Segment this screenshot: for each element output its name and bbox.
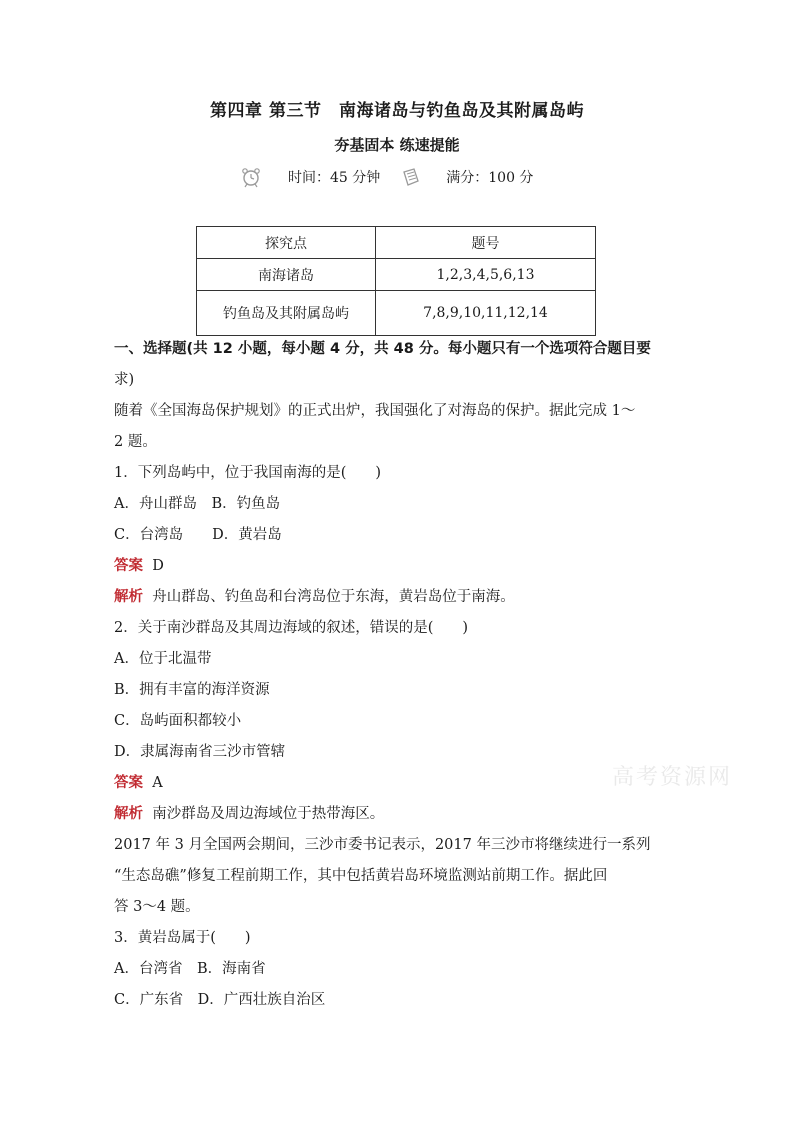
page-subtitle: 夯基固本 练速提能	[334, 136, 460, 154]
answer-line	[114, 773, 694, 793]
inquiry-points-table	[196, 226, 596, 336]
question-options: C．广东省 D．广西壮族自治区	[114, 992, 326, 1008]
intro-text-cont: “生态岛礁”修复工程前期工作，其中包括黄岩岛环境监测站前期工作。据此回	[114, 868, 608, 884]
question-option: C．岛屿面积都较小	[114, 713, 242, 729]
paper-scroll-icon	[400, 166, 422, 188]
answer-label: 答案	[114, 775, 143, 791]
table-header-cell: 题号	[376, 227, 596, 259]
section-heading-cont: 求)	[114, 372, 135, 388]
table-cell: 1,2,3,4,5,6,13	[376, 259, 596, 291]
page-title: 第四章 第三节 南海诸岛与钓鱼岛及其附属岛屿	[210, 101, 584, 121]
intro-text-cont: 2 题。	[114, 434, 157, 450]
analysis-label: 解析	[114, 806, 143, 822]
table-row	[197, 291, 596, 336]
analysis-text: 舟山群岛、钓鱼岛和台湾岛位于东海，黄岩岛位于南海。	[152, 589, 515, 605]
full-score: 满分：100 分	[446, 170, 534, 186]
table-row	[197, 259, 596, 291]
question-option: A．位于北温带	[114, 651, 212, 667]
table-cell: 南海诸岛	[197, 259, 376, 291]
watermark: 高考资源网	[612, 765, 733, 790]
exam-meta	[240, 164, 553, 190]
section-heading: 一、选择题(共 12 小题，每小题 4 分，共 48 分。每小题只有一个选项符合题目要	[114, 341, 651, 357]
table-header-cell: 探究点	[197, 227, 376, 259]
analysis-text: 南沙群岛及周边海域位于热带海区。	[152, 806, 385, 822]
question-options: A．台湾省 B．海南省	[114, 961, 266, 977]
intro-text: 随着《全国海岛保护规划》的正式出炉，我国强化了对海岛的保护。据此完成 1～	[114, 403, 636, 419]
question-stem: 3．黄岩岛属于( )	[114, 930, 251, 946]
question-options: A．舟山群岛 B．钓鱼岛	[114, 496, 281, 512]
intro-text-cont: 答 3～4 题。	[114, 899, 200, 915]
alarm-clock-icon	[240, 166, 262, 188]
analysis-line	[114, 587, 694, 607]
table-cell: 钓鱼岛及其附属岛屿	[197, 291, 376, 336]
question-stem: 2．关于南沙群岛及其周边海域的叙述，错误的是( )	[114, 620, 469, 636]
analysis-line	[114, 804, 694, 824]
intro-text: 2017 年 3 月全国两会期间，三沙市委书记表示，2017 年三沙市将继续进行一系列	[114, 837, 651, 853]
answer-label: 答案	[114, 558, 143, 574]
table-cell: 7,8,9,10,11,12,14	[376, 291, 596, 336]
time-limit: 时间：45 分钟	[288, 170, 381, 186]
table-header-row	[197, 227, 596, 259]
answer-value: A	[152, 775, 163, 791]
question-option: B．拥有丰富的海洋资源	[114, 682, 270, 698]
question-option: D．隶属海南省三沙市管辖	[114, 744, 286, 760]
question-stem: 1．下列岛屿中，位于我国南海的是( )	[114, 465, 382, 481]
question-options: C．台湾岛 D．黄岩岛	[114, 527, 282, 543]
analysis-label: 解析	[114, 589, 143, 605]
answer-line	[114, 556, 694, 576]
answer-value: D	[152, 558, 164, 574]
